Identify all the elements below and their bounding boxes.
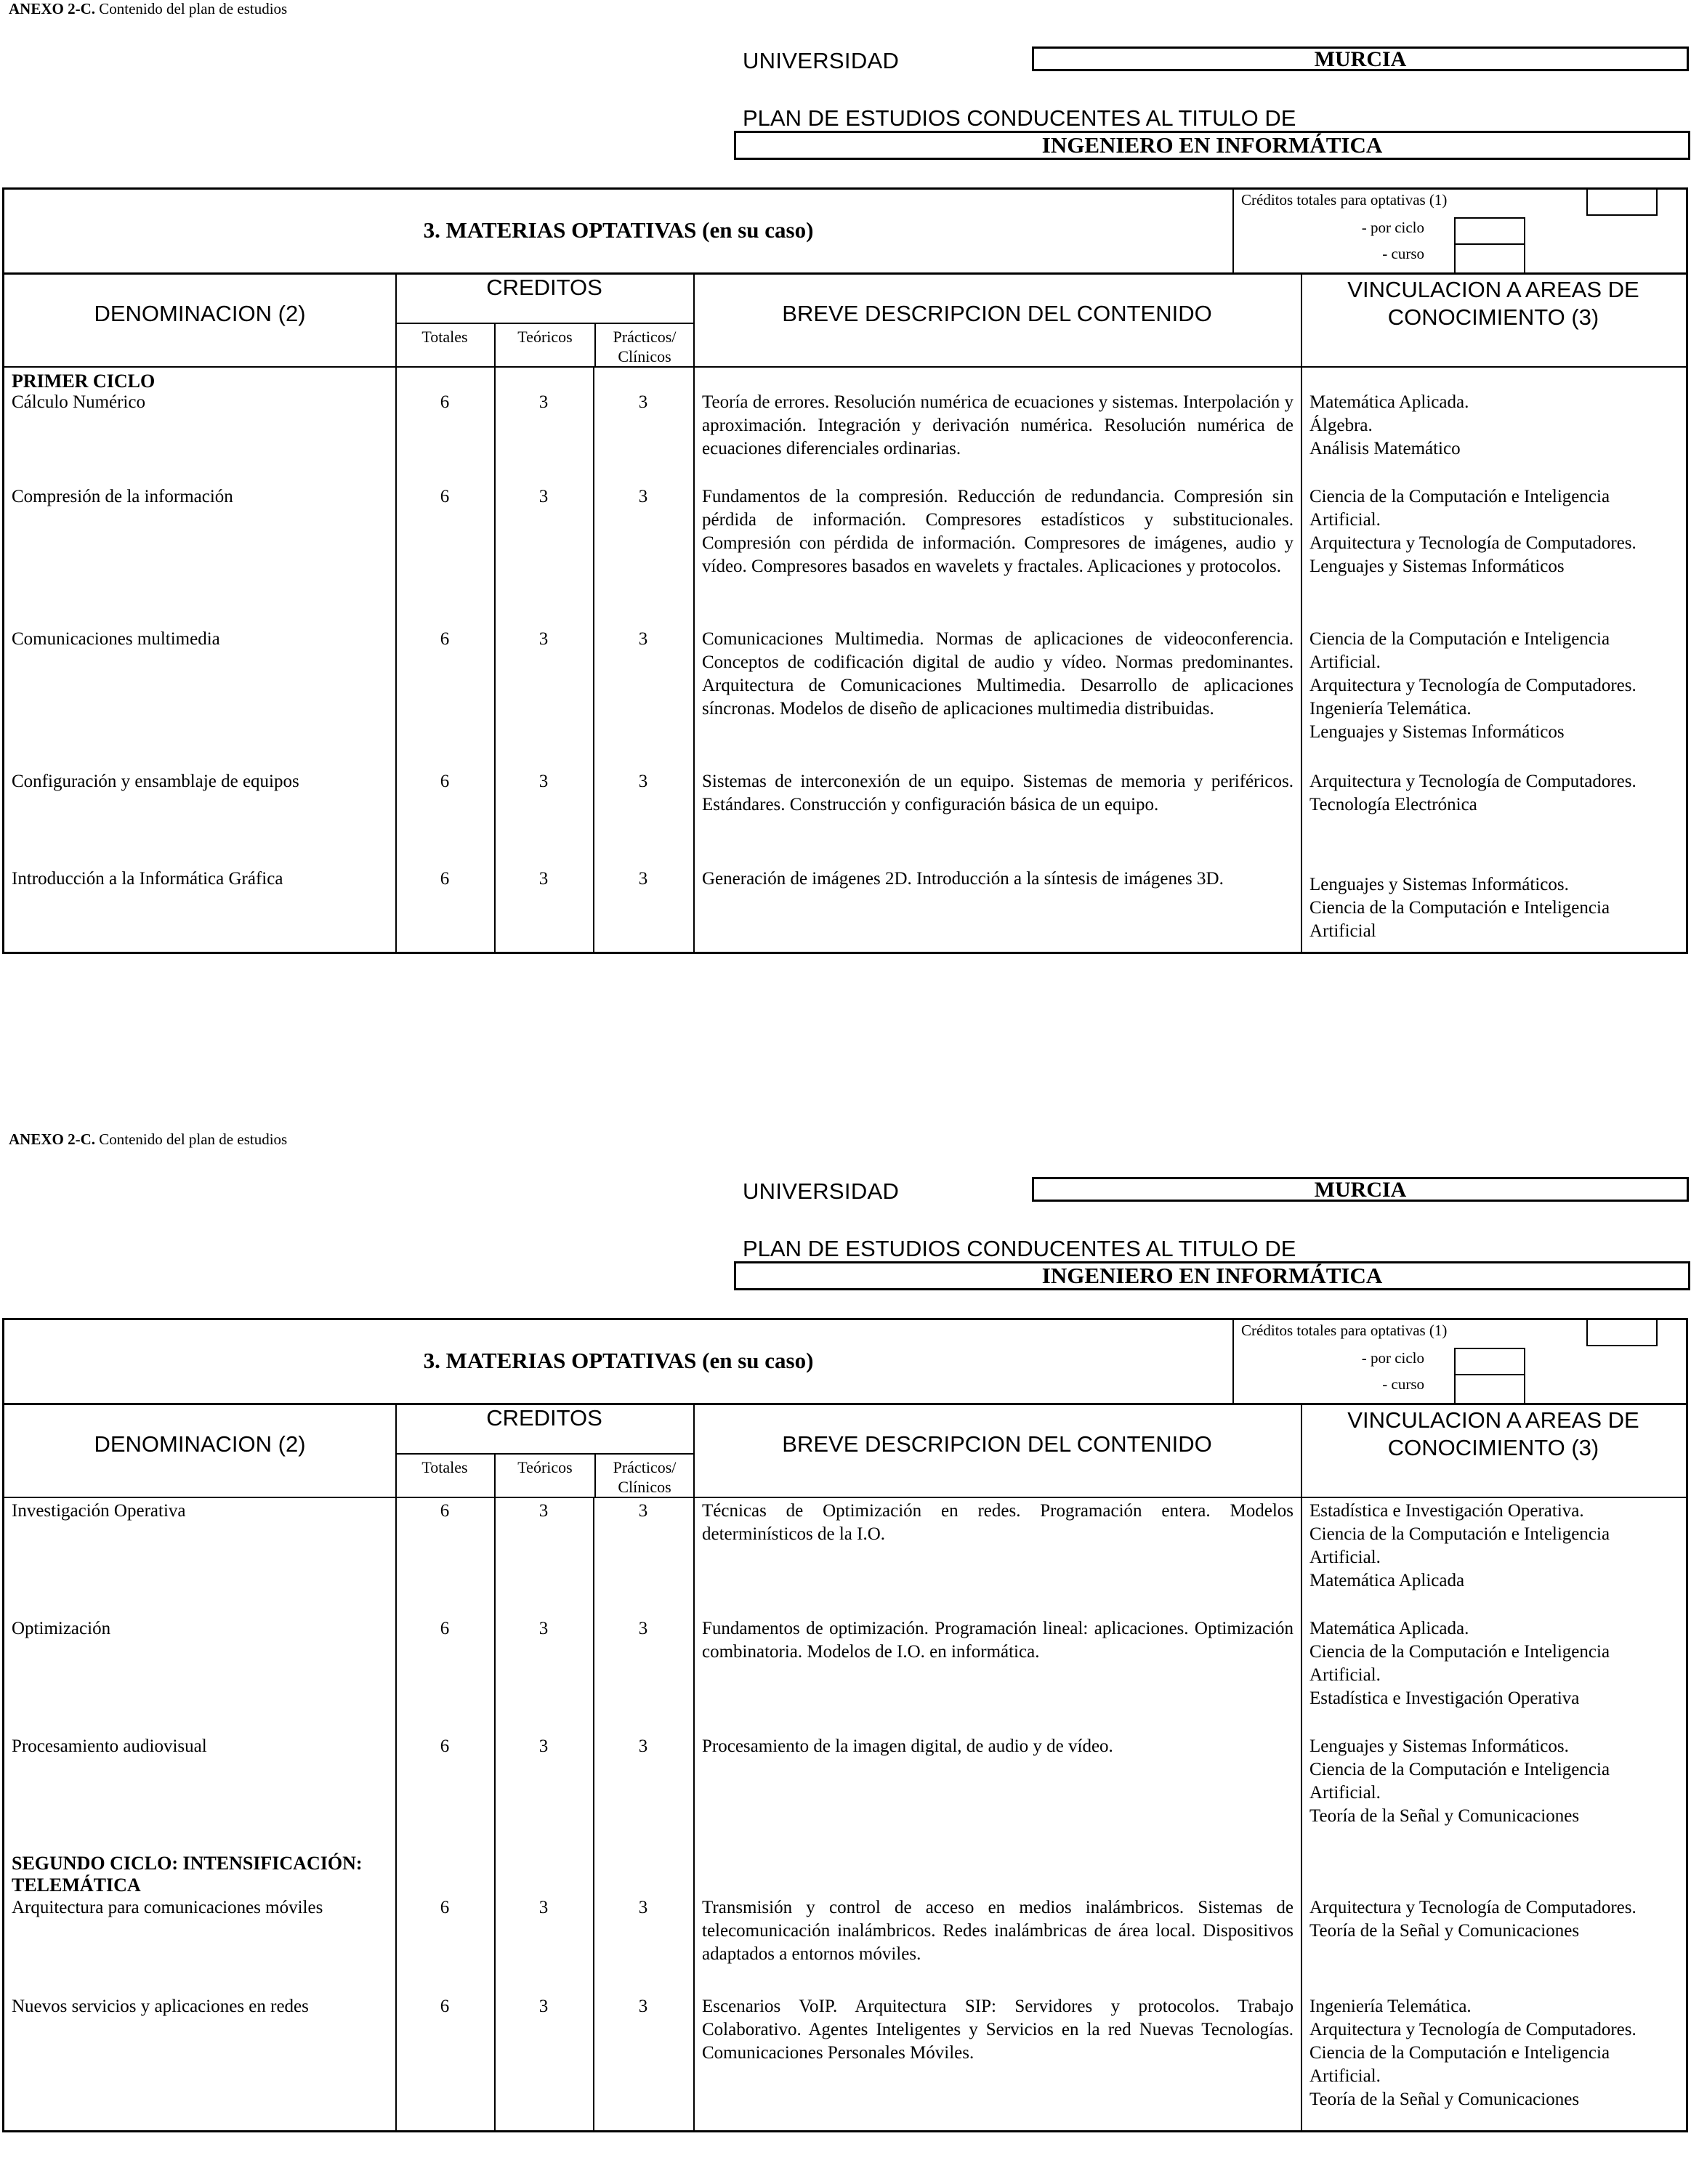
curso-box (1454, 1374, 1525, 1403)
table-row: Nuevos servicios y aplicaciones en redes 6 3 3 Escenarios VoIP. Arquitectura SIP: Servidores y protocolos. Trabajo Colaborativo. Agentes Inteligentes y Servicios en la red Nuevas Tecnologías. Comunicaciones Personales Móviles. Ingeniería Telemática. Arquitectura y Tecnología de Computadores. Ciencia de la Computación e Inteligencia Artificial. Teoría de la Señal y Comunicaciones (12, 1997, 1636, 2109)
header-totales: Totales (395, 324, 496, 366)
section-heading: SEGUNDO CICLO: INTENSIFICACIÓN: TELEMÁTICA (12, 1853, 363, 1896)
universidad-label: UNIVERSIDAD (743, 48, 900, 73)
header-denominacion: DENOMINACION (2) (94, 1431, 306, 1457)
creditos-totales-box (1586, 1320, 1658, 1346)
creditos-totales-label: Créditos totales para optativas (1) (1241, 191, 1448, 209)
plan-label: PLAN DE ESTUDIOS CONDUCENTES AL TITULO DE (743, 105, 1296, 131)
curso-label: - curso (1382, 1375, 1424, 1393)
table-body (4, 1498, 1686, 2130)
degree-title: INGENIERO EN INFORMÁTICA (734, 1261, 1690, 1290)
credits-optativas-area (1232, 190, 1686, 272)
por-ciclo-label: - por ciclo (1361, 1349, 1424, 1367)
universidad-value: MURCIA (1032, 1177, 1689, 1202)
table-row: Investigación Operativa 6 3 3 Técnicas de Optimización en redes. Programación entera. Modelos determinísticos de la I.O. Estadística e Investigación Operativa. Ciencia de la Computación e Inteligencia Artificial. Matemática Aplicada (12, 1501, 1610, 1590)
credits-optativas-area (1232, 1320, 1686, 1403)
section-title: 3. MATERIAS OPTATIVAS (en su caso) (423, 217, 814, 243)
table-row: Introducción a la Informática Gráfica 6 3 3 Generación de imágenes 2D. Introducción a la síntesis de imágenes 3D. Lenguajes y Sistemas Informáticos. Ciencia de la Computación e Inteligencia Artificial (12, 869, 1610, 941)
optativas-table (2, 1318, 1688, 2132)
header-practicos: Prácticos/ Clínicos (613, 328, 677, 365)
page-2 (0, 1131, 1691, 2184)
header-descripcion: BREVE DESCRIPCION DEL CONTENIDO (782, 1431, 1212, 1457)
table-row: Procesamiento audiovisual 6 3 3 Procesamiento de la imagen digital, de audio y de vídeo. Lenguajes y Sistemas Informáticos. Ciencia de la Computación e Inteligencia Artificial. Teoría de la Señal y Comunicaciones (12, 1736, 1610, 1826)
annex-header: ANEXO 2-C. Contenido del plan de estudios (9, 1131, 288, 1148)
curso-box (1454, 243, 1525, 272)
page-1 (0, 0, 1691, 1053)
annex-header: ANEXO 2-C. Contenido del plan de estudios (9, 0, 288, 17)
header-teoricos: Teóricos (496, 324, 596, 366)
table-row: Configuración y ensamblaje de equipos 6 3 3 Sistemas de interconexión de un equipo. Sistemas de memoria y periféricos. Estándares. Construcción y configuración básica de un equipo. Arquitectura y Tecnología de Computadores. Tecnología Electrónica (12, 772, 1636, 814)
header-denominacion: DENOMINACION (2) (94, 301, 306, 326)
optativas-table (2, 187, 1688, 954)
header-teoricos: Teóricos (496, 1455, 596, 1497)
curso-label: - curso (1382, 245, 1424, 262)
column-headers (4, 1405, 1686, 1498)
table-row: Arquitectura para comunicaciones móviles 6 3 3 Transmisión y control de acceso en medios inalámbricos. Sistemas de telecomunicación inalámbricos. Redes inalámbricas de área local. Dispositivos adaptados a entornos móviles. Arquitectura y Tecnología de Computadores. Teoría de la Señal y Comunicaciones (12, 1898, 1636, 1964)
creditos-totales-label: Créditos totales para optativas (1) (1241, 1322, 1448, 1339)
table-row: Comunicaciones multimedia 6 3 3 Comunicaciones Multimedia. Normas de aplicaciones de videoconferencia. Conceptos de codificación digital de audio y vídeo. Normas predominantes. Arquitectura de Comunicaciones Multimedia. Desarrollo de aplicaciones síncronas. Modelos de diseño de aplicaciones multimedia distribuidas. Ciencia de la Computación e Inteligencia Artificial. Arquitectura y Tecnología de Computadores. Ingeniería Telemática. Lenguajes y Sistemas Informáticos (12, 629, 1636, 742)
header-creditos: CREDITOS (486, 1405, 602, 1431)
header-vinculacion: VINCULACION A AREAS DE CONOCIMIENTO (3) (1347, 277, 1639, 330)
plan-label: PLAN DE ESTUDIOS CONDUCENTES AL TITULO DE (743, 1236, 1296, 1261)
table-title-row (4, 190, 1686, 275)
por-ciclo-box (1454, 1348, 1525, 1375)
universidad-label: UNIVERSIDAD (743, 1178, 900, 1204)
table-row: Compresión de la información 6 3 3 Fundamentos de la compresión. Reducción de redundancia. Compresión sin pérdida de información. Compresores estadísticos y substitucionales. Compresión con pérdida de información. Compresores de imágenes, audio y vídeo. Compresores basados en wavelets y fractales. Aplicaciones y protocolos. Ciencia de la Computación e Inteligencia Artificial. Arquitectura y Tecnología de Computadores. Lenguajes y Sistemas Informáticos (12, 487, 1636, 576)
column-headers (4, 275, 1686, 368)
header-totales: Totales (395, 1455, 496, 1497)
degree-title: INGENIERO EN INFORMÁTICA (734, 131, 1690, 160)
por-ciclo-label: - por ciclo (1361, 219, 1424, 236)
section-title: 3. MATERIAS OPTATIVAS (en su caso) (423, 1348, 814, 1373)
header-descripcion: BREVE DESCRIPCION DEL CONTENIDO (782, 301, 1212, 326)
creditos-totales-box (1586, 190, 1658, 216)
header-vinculacion: VINCULACION A AREAS DE CONOCIMIENTO (3) (1347, 1407, 1639, 1460)
table-row: Optimización 6 3 3 Fundamentos de optimización. Programación lineal: aplicaciones. Optimización combinatoria. Modelos de I.O. en informática. Matemática Aplicada. Ciencia de la Computación e Inteligencia Artificial. Estadística e Investigación Operativa (12, 1619, 1610, 1708)
por-ciclo-box (1454, 217, 1525, 245)
universidad-value: MURCIA (1032, 46, 1689, 71)
header-creditos: CREDITOS (486, 275, 602, 300)
table-row: Cálculo Numérico 6 3 3 Teoría de errores. Resolución numérica de ecuaciones y sistemas. Interpolación y aproximación. Integración y derivación numérica. Resolución numérica de ecuaciones diferenciales ordinarias. Matemática Aplicada. Álgebra. Análisis Matemático (12, 392, 1469, 458)
header-practicos: Prácticos/ Clínicos (613, 1458, 677, 1496)
table-body (4, 368, 1686, 952)
section-heading: PRIMER CICLO (12, 371, 156, 392)
table-title-row (4, 1320, 1686, 1405)
